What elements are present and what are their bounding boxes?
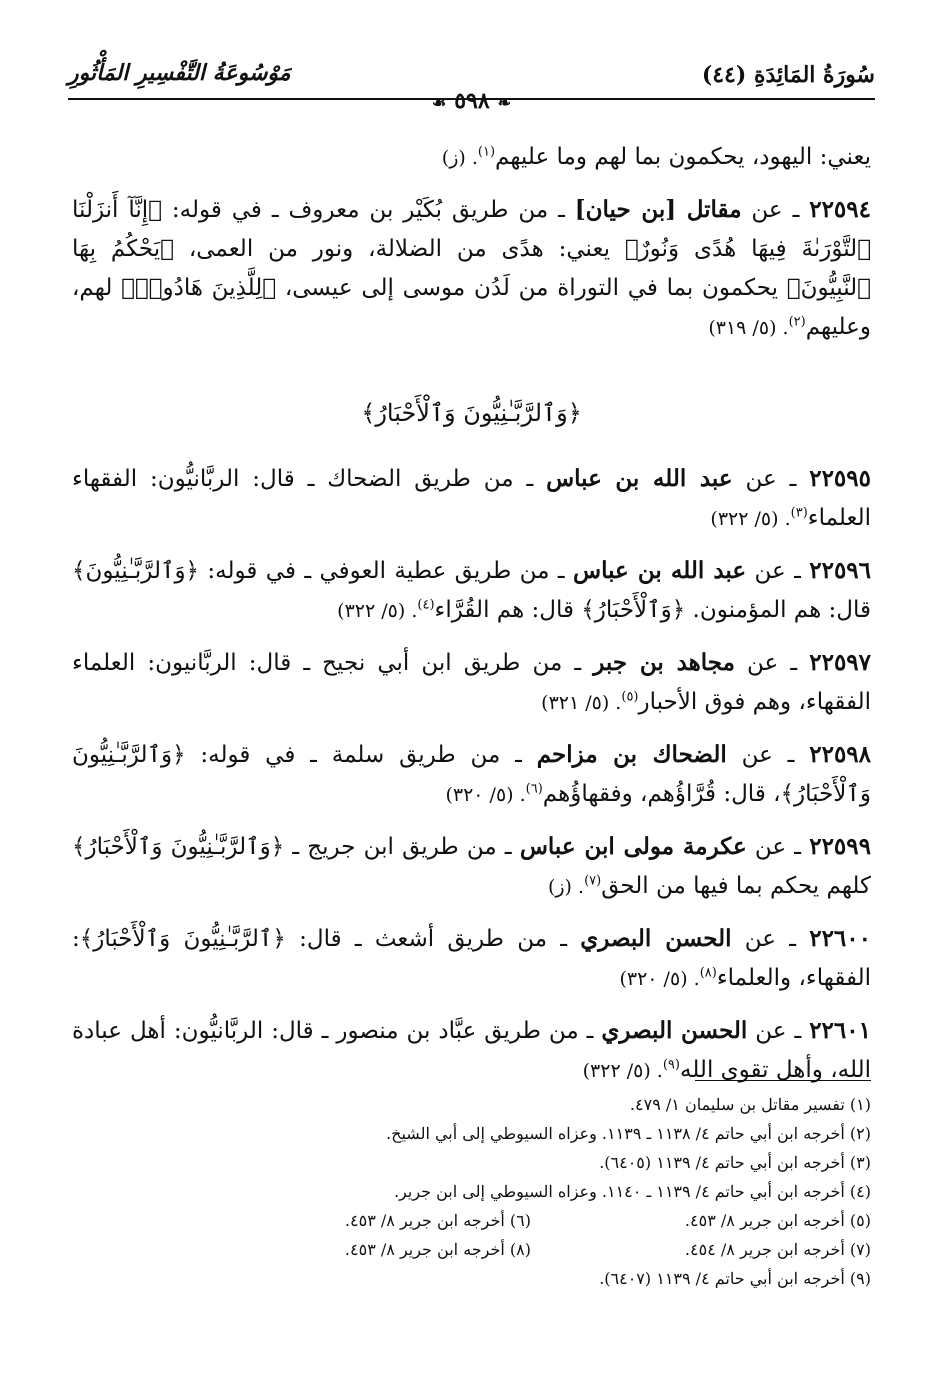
narrator-name: عكرمة مولى ابن عباس <box>519 833 747 860</box>
source-ref: . (٥/ ٣٢١) <box>541 692 622 714</box>
quran-quote: ﴿ٱلرَّبَّـٰنِيُّونَ وَٱلْأَحْبَارُ﴾ <box>79 926 286 952</box>
narration-22596 <box>72 551 871 631</box>
quran-quote: ﴿لِلَّذِينَ هَادُوا۟﴾ <box>121 275 277 301</box>
book-title-header: مَوْسُوعَةُ التَّفْسِيرِ المَأْثُورِ <box>68 60 291 86</box>
footnote-6: (٦) أخرجه ابن جرير ٨/ ٤٥٣. <box>344 1211 531 1230</box>
narration-text: لهم، وعليهم <box>72 275 871 340</box>
footnote-ref: (٧) <box>584 873 602 889</box>
narration-text: ـ عن <box>734 650 810 676</box>
narration-text: ـ من طريق ابن جريج ـ <box>284 834 520 860</box>
narration-number: ٢٢٥٩٥ <box>809 465 871 492</box>
narration-text: ـ من طريق بُكَيْر بن معروف ـ في قوله: <box>161 197 575 223</box>
footnote-ref: (٢) <box>788 314 806 330</box>
narration-text: كلهم يحكم بما فيها من الحق <box>601 873 871 899</box>
footnote-3: (٣) أخرجه ابن أبي حاتم ٤/ ١١٣٩ (٦٤٠٥). <box>599 1153 871 1172</box>
narrator-name: مجاهد بن جبر <box>593 649 735 676</box>
quran-quote: ﴿وَٱلرَّبَّـٰنِيُّونَ﴾ <box>72 558 200 584</box>
narration-number: ٢٢٥٩٨ <box>809 741 872 768</box>
source-ref: . (٥/ ٣١٩) <box>708 317 789 339</box>
narration-text: ـ عن <box>732 466 810 492</box>
narration-text: ـ من طريق عبَّاد بن منصور ـ قال: الربَّانيُّون: أهل عبادة الله، وأهل تقوى الله <box>72 1018 871 1083</box>
narration-text: قال: هم المؤمنون. <box>685 597 871 623</box>
narration-number: ٢٢٥٩٧ <box>809 649 872 676</box>
quran-quote: ﴿وَٱلْأَحْبَارُ﴾ <box>581 597 686 623</box>
narration-22600 <box>72 919 871 999</box>
intro-paragraph <box>72 138 871 178</box>
narrator-name: مقاتل [بن حيان] <box>574 196 742 223</box>
section-heading: ﴿وَٱلرَّبَّـٰنِيُّونَ وَٱلْأَحْبَارُ﴾ <box>361 399 582 427</box>
ornament-icon: ❧ <box>497 93 512 112</box>
footnote-2: (٢) أخرجه ابن أبي حاتم ٤/ ١١٣٨ ـ ١١٣٩. وعزاه السيوطي إلى أبي الشيخ. <box>386 1124 871 1143</box>
page-number <box>0 88 943 114</box>
source-ref: . (٥/ ٣٢٢) <box>337 600 418 622</box>
narration-text: يحكمون بما في التوراة من لَدُن موسى إلى عيسى، <box>276 275 787 301</box>
footnote-ref: (٣) <box>790 505 808 521</box>
narration-text: ، قال: قُرَّاؤُهم، وفقهاؤُهم <box>542 781 781 807</box>
narration-22595 <box>72 459 871 539</box>
source-ref: . (٥/ ٣٢٢) <box>582 1060 663 1082</box>
footnote-ref: (١) <box>477 144 496 160</box>
narration-22599 <box>72 827 871 907</box>
narration-text: ـ من طريق عطية العوفي ـ في قوله: <box>199 558 574 584</box>
footnote-8: (٨) أخرجه ابن جرير ٨/ ٤٥٣. <box>344 1240 531 1259</box>
narration-text: ـ من طريق أشعث ـ قال: <box>285 926 581 952</box>
footnote-row <box>72 1235 871 1264</box>
narration-text: ـ عن <box>747 1018 810 1044</box>
source-ref: . (ز) <box>441 147 478 169</box>
narration-text: ـ عن <box>746 834 810 860</box>
narration-22597 <box>72 643 871 723</box>
footnote-ref: (٨) <box>699 965 717 981</box>
narrator-name: عبد الله بن عباس <box>573 557 747 584</box>
source-ref: . (٥/ ٣٢٢) <box>710 508 791 530</box>
quran-quote: ﴿وَٱلرَّبَّـٰنِيُّونَ وَٱلْأَحْبَارُ﴾ <box>72 742 871 807</box>
footnote-9: (٩) أخرجه ابن أبي حاتم ٤/ ١١٣٩ (٦٤٠٧). <box>599 1269 871 1288</box>
narration-22598 <box>72 735 871 815</box>
narration-text: : الفقهاء، والعلماء <box>72 926 871 991</box>
quran-quote: ﴿إِنَّآ أَنزَلْنَا ٱلتَّوْرَىٰةَ فِيهَا هُدًى وَنُورٌ﴾ <box>72 197 871 262</box>
footnote-4: (٤) أخرجه ابن أبي حاتم ٤/ ١١٣٩ ـ ١١٤٠. وعزاه السيوطي إلى ابن جرير. <box>393 1182 871 1201</box>
narration-number: ٢٢٦٠٠ <box>809 925 871 952</box>
footnote-separator <box>695 1080 871 1081</box>
narration-number: ٢٢٦٠١ <box>809 1017 871 1044</box>
footnote-5: (٥) أخرجه ابن جرير ٨/ ٤٥٣. <box>684 1211 871 1230</box>
narration-22594 <box>72 190 871 348</box>
quran-quote: ﴿يَحْكُمُ بِهَا ٱلنَّبِيُّونَ﴾ <box>72 236 871 301</box>
narrator-name: عبد الله بن عباس <box>546 465 733 492</box>
narration-text: ـ عن <box>731 926 810 952</box>
footnote-ref: (٥) <box>621 689 639 705</box>
footnote-ref: (٤) <box>417 597 435 613</box>
footnote-7: (٧) أخرجه ابن جرير ٨/ ٤٥٤. <box>684 1240 871 1259</box>
source-ref: . (٥/ ٣٢٠) <box>445 784 526 806</box>
narration-text: ـ عن <box>741 197 810 223</box>
narration-number: ٢٢٥٩٤ <box>809 196 871 223</box>
narration-text: قال: هم القُرَّاء <box>434 597 582 623</box>
narration-text: يعني: هدًى من الضلالة، ونور من العمى، <box>173 236 625 262</box>
footnote-1: (١) تفسير مقاتل بن سليمان ١/ ٤٧٩. <box>629 1095 871 1114</box>
narrator-name: الضحاك بن مزاحم <box>536 741 727 768</box>
narration-text: ـ من طريق الضحاك ـ قال: الربَّانيُّون: الفقهاء العلماء <box>72 466 871 531</box>
ornament-icon: ☙ <box>431 93 447 112</box>
narration-text: ـ من طريق ابن أبي نجيح ـ قال: الربَّانيون: العلماء الفقهاء، وهم فوق الأحبار <box>72 650 871 715</box>
footnotes <box>72 1090 871 1293</box>
surah-header: سُورَةُ المَائِدَةِ (٤٤) <box>701 62 875 88</box>
narration-22601 <box>72 1011 871 1091</box>
source-ref: . (ز) <box>547 876 585 898</box>
footnote-ref: (٦) <box>525 781 543 797</box>
narration-text: ـ من طريق سلمة ـ في قوله: <box>185 742 537 768</box>
footnote-ref: (٩) <box>662 1057 680 1073</box>
narration-text: ـ عن <box>746 558 810 584</box>
narrator-name: الحسن البصري <box>580 925 732 952</box>
narrator-name: الحسن البصري <box>601 1017 748 1044</box>
footnote-row <box>72 1206 871 1235</box>
narration-text: ـ عن <box>726 742 810 768</box>
quran-quote: ﴿وَٱلرَّبَّـٰنِيُّونَ وَٱلْأَحْبَارُ﴾ <box>72 834 285 860</box>
page-number-value: ٥٩٨ <box>454 88 490 114</box>
main-text <box>72 138 871 1103</box>
intro-text: يعني: اليهود، يحكمون بما لهم وما عليهم <box>495 144 871 170</box>
source-ref: . (٥/ ٣٢٠) <box>619 968 700 990</box>
narration-number: ٢٢٥٩٩ <box>809 833 871 860</box>
narration-number: ٢٢٥٩٦ <box>809 557 872 584</box>
